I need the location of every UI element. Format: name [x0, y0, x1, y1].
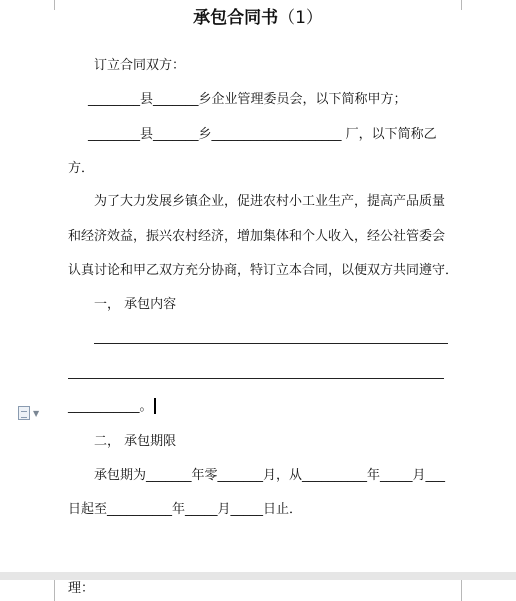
- paragraph-content-blank[interactable]: ___________。: [68, 399, 153, 414]
- document-title: [0, 6, 516, 30]
- page-break-gap: [0, 572, 516, 580]
- paragraph-parties-heading[interactable]: 订立合同双方：: [94, 58, 186, 73]
- paragraph-term-line2[interactable]: 日起至__________年_____月_____日止．: [68, 502, 303, 517]
- paragraph-party-a[interactable]: ________县_______乡企业管理委员会，以下简称甲方；: [88, 92, 407, 107]
- title-number: （1）: [278, 8, 323, 28]
- paragraph-term-line1[interactable]: 承包期为_______年零_______月，从__________年_____月___: [94, 468, 446, 483]
- document-icon: [18, 406, 30, 420]
- page-corner-mark: [44, 578, 55, 601]
- blank-fill-line[interactable]: [68, 378, 444, 379]
- text-cursor: [154, 398, 156, 414]
- page-corner-mark: [461, 578, 472, 601]
- paragraph-party-b[interactable]: ________县_______乡____________________ 厂，以下简称乙: [88, 127, 437, 142]
- section-heading-term[interactable]: 二， 承包期限: [94, 434, 177, 449]
- title-text: 承包合同书: [193, 8, 279, 28]
- chevron-down-icon: ▼: [33, 408, 40, 418]
- paragraph-purpose-line1[interactable]: 为了大力发展乡镇企业，促进农村小工业生产，提高产品质量: [94, 194, 446, 209]
- section-heading-content[interactable]: 一， 承包内容: [94, 297, 177, 312]
- paragraph-next-page[interactable]: 理：: [68, 581, 95, 596]
- paragraph-party-b-cont[interactable]: 方．: [68, 161, 95, 176]
- paragraph-options-button[interactable]: [18, 406, 39, 420]
- paragraph-purpose-line2[interactable]: 和经济效益，振兴农村经济，增加集体和个人收入，经公社管委会: [68, 229, 446, 244]
- blank-fill-line[interactable]: [94, 343, 448, 344]
- paragraph-purpose-line3[interactable]: 认真讨论和甲乙双方充分协商，特订立本合同，以便双方共同遵守．: [68, 263, 459, 278]
